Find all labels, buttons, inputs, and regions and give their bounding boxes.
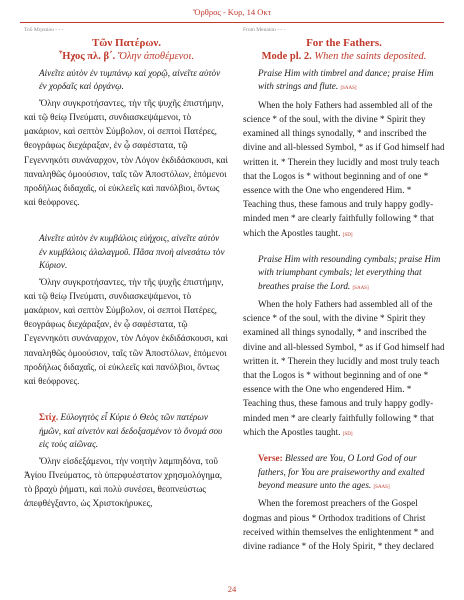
stichos-text: Εὐλογητὸς εἶ Κύριε ὁ Θεὸς τῶν πατέρων ἡμῶν, καὶ αἰνετὸν καὶ δεδοξασμένον τὸ ὄνομά σου εἰς τοὺς αἰῶνας. [39,412,223,450]
hymn-text: When the foremost preachers of the Gospel dogmas and pious * Orthodox traditions of Christ received within themselves the enlightenment * and divine radiance * of the Holy Spirit, * they declared [243,498,434,551]
mode-melody: Ὅλην ἀποθέμενοι. [117,51,195,62]
hymn-text: Ὅλην συγκροτήσαντες, τὴν τῆς ψυχῆς ἐπιστήμην, καὶ τῷ θείῳ Πνεύματι, συνδιασκεψάμενοι, τὸ μακάριον, καὶ σεπτὸν Σύμβολον, οἱ σεπτοὶ Πατέρες, θεογράφως διεχάραξαν, ἐν ᾧ σαφέστατα, τῷ Γεγεννηκότι συνάναρχον, τὸν Λόγον ἐκδιδάσκουσι, καὶ παναληθῶς ὁμοούσιον, ταῖς τῶν Ἀποστόλων, ἑπόμενοι προδήλως διδαχαῖς, οἱ εὐκλεεῖς καὶ πανόλβιοι, ὄντως καὶ θεόφρονες. [24,97,228,208]
mode-line [243,50,445,63]
section-title: For the Fathers. [306,37,382,49]
source-ref-marker: [SD] [342,232,353,238]
hymn-body: When the holy Fathers had assembled all of the science * of the soul, with the divine * Spirit they examined all things synodally, * and inscribed the divine and all-blessed Symbol, * as if God himself had written it. * Therein they lucidly and most truly teach that the Logos is * without beginning and of one * essence with the One who engendered Him. * Teaching thus, these famous and truly happy godly-minded men * are clearly faithfully following * that which the Apostles taught. [243,99,445,238]
verse-text: Blessed are You, O Lord God of our fathers, for You are praiseworthy and exalted beyond measure unto the ages. [258,453,425,490]
mode-melody: When the saints deposited. [314,51,427,62]
psalm-verse: Αἰνεῖτε αὐτὸν ἐν κυμβάλοις εὐήχοις, αἰνεῖτε αὐτὸν ἐν κυμβάλοις ἀλαλαγμοῦ. Πᾶσα πνοὴ αἰνεσάτω τὸν Κύριον. [39,233,225,271]
spacer [24,388,229,407]
verse-label: Verse: [258,453,283,464]
stichos-verse [24,411,229,451]
english-column [243,25,445,553]
mode-label: Mode pl. 2. [261,51,312,62]
hymn-text [243,297,445,442]
source-ref-marker: [SD] [342,431,353,437]
verse-text: Praise Him with timbrel and dance; praise Him with strings and flute. [258,68,434,92]
greek-column [24,25,229,510]
mode-label: Ἦχος πλ. β΄. [58,51,116,62]
stichos-verse [243,452,445,494]
verse-text: Praise Him with resounding cymbals; praise Him with triumphant cymbals; let everything that breathes praise the Lord. [258,253,441,291]
source-ref-marker: [SAAS] [373,484,390,490]
hymn-body: When the holy Fathers had assembled all of the science * of the soul, with the divine * Spirit they examined all things synodally, * and inscribed the divine and all-blessed Symbol, * as if God himself had written it. * Therein they lucidly and most truly teach that the Logos is * without beginning and of one * essence with the One who engendered Him. * Teaching thus, these famous and truly happy godly-minded men * are clearly faithfully following * that which the Apostles taught. [243,299,445,437]
psalm-verse [243,253,445,295]
stichos-label: Στίχ. [39,412,59,423]
section-title: Τῶν Πατέρων. [91,37,162,49]
source-ref-marker: [SAAS] [352,285,369,291]
spacer [243,442,445,448]
source-label: Τοῦ Μηναίου - - - [24,27,64,33]
hymn-text: Ὅλην συγκροτήσαντες, τὴν τῆς ψυχῆς ἐπιστήμην, καὶ τῷ θείῳ Πνεύματι, συνδιασκεψάμενοι, τὸ μακάριον, καὶ σεπτὸν Σύμβολον, οἱ σεπτοὶ Πατέρες, θεογράφως διεχάραξαν, ἐν ᾧ σαφέστατα, τῷ Γεγεννηκότι συνάναρχον, τὸν Λόγον ἐκδιδάσκουσι, καὶ παναληθῶς ὁμοούσιον, ταῖς τῶν Ἀποστόλων, ἑπόμενοι προδήλως διδαχαῖς, οἱ εὐκλεεῖς καὶ πανόλβιοι, ὄντως καὶ θεόφρονες. [24,276,228,387]
spacer [243,243,445,249]
page-number: 24 [227,584,237,594]
running-head: Ὄρθρος - Κυρ, 14 Οκτ [192,7,272,17]
hymn-text [243,98,445,243]
mode-line [24,50,229,63]
header-rule [20,22,444,23]
spacer [24,209,229,228]
hymn-text: Ὅλην εἰσδεξάμενοι, τὴν νοητὴν λαμπηδόνα, τοῦ Ἁγίου Πνεύματος, τὸ ὑπερφυέστατον χρησμολόγημα, τὸ βραχὺ ῥήματι, καὶ πολὺ συνέσει, θεοπνεύστως ἀπεφθέγξαντο, ὡς Χριστοκήρυκες, [24,455,223,509]
source-label: From Menaion - - - [243,27,286,33]
psalm-verse: Αἰνεῖτε αὐτὸν ἐν τυμπάνῳ καὶ χορῷ, αἰνεῖτε αὐτὸν ἐν χορδαῖς καὶ ὀργάνῳ. [39,68,221,92]
source-ref-marker: [SAAS] [340,86,357,92]
psalm-verse [243,67,445,96]
